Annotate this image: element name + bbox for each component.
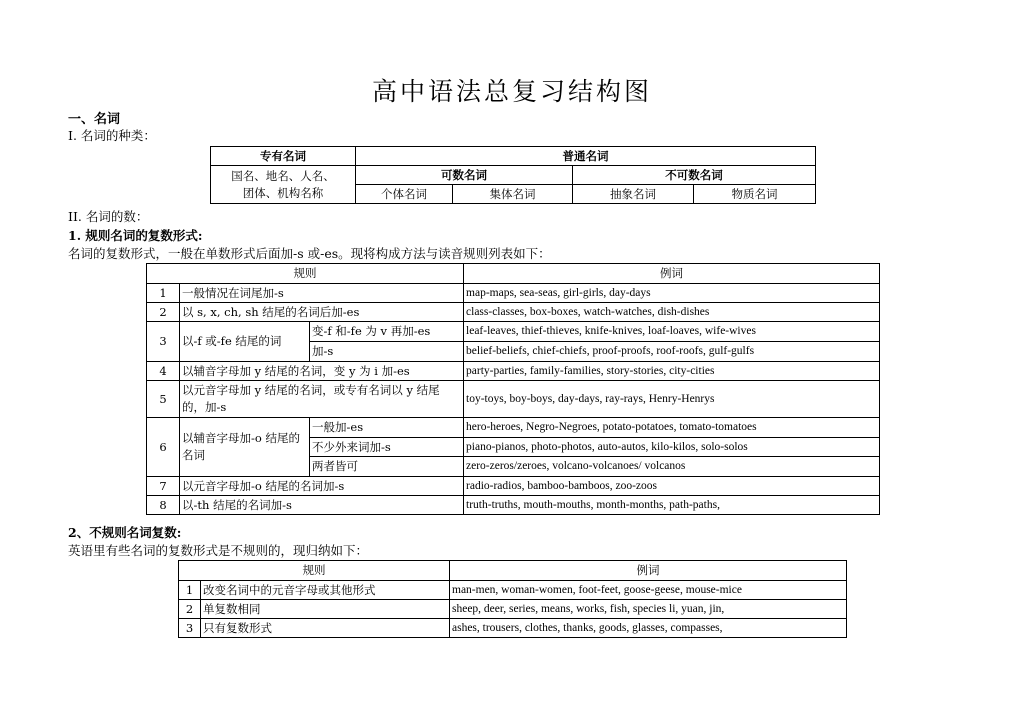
subheading-regular-plural: 1. 规则名词的复数形式: [68, 228, 203, 243]
proper-noun-desc-line1: 国名、地名、人名、 [231, 168, 335, 183]
irregular-plural-intro: 英语里有些名词的复数形式是不规则的，现归纳如下： [68, 543, 369, 558]
rule-cell: 以-f 或-fe 结尾的词 [180, 322, 310, 362]
irregular-plural-table [178, 560, 847, 638]
row-number: 3 [179, 619, 201, 638]
regular-plural-intro: 名词的复数形式，一般在单数形式后面加-s 或-es。现将构成方法与读音规则列表如下： [68, 246, 551, 261]
rule-cell: 只有复数形式 [201, 619, 450, 638]
example-cell: piano-pianos, photo-photos, auto-autos, kilo-kilos, solo-solos [464, 438, 880, 457]
example-cell: leaf-leaves, thief-thieves, knife-knives, loaf-loaves, wife-wives [464, 322, 880, 342]
table-row [179, 619, 847, 638]
table-row [147, 496, 880, 515]
rule-column-header: 规则 [147, 264, 464, 284]
countable-noun-header: 可数名词 [356, 166, 573, 185]
row-number: 6 [147, 418, 180, 477]
row-number: 2 [147, 303, 180, 322]
row-number: 7 [147, 477, 180, 496]
example-cell: radio-radios, bamboo-bamboos, zoo-zoos [464, 477, 880, 496]
example-cell: sheep, deer, series, means, works, fish, species li, yuan, jin, [450, 600, 847, 619]
table-row [147, 477, 880, 496]
sub-rule-cell: 不少外来词加-s [310, 438, 464, 457]
example-cell: man-men, woman-women, foot-feet, goose-geese, mouse-mice [450, 581, 847, 600]
row-number: 2 [179, 600, 201, 619]
uncountable-noun-header: 不可数名词 [573, 166, 816, 185]
sub-rule-cell: 两者皆可 [310, 457, 464, 477]
rule-cell: 以辅音字母加-o 结尾的名词 [180, 418, 310, 477]
example-column-header: 例词 [450, 561, 847, 581]
noun-types-table [210, 146, 816, 204]
table-row [179, 581, 847, 600]
proper-noun-header: 专有名词 [211, 147, 356, 166]
example-cell: hero-heroes, Negro-Negroes, potato-potatoes, tomato-tomatoes [464, 418, 880, 438]
rule-cell: 以元音字母加-o 结尾的名词加-s [180, 477, 464, 496]
sub-rule-cell: 一般加-es [310, 418, 464, 438]
rule-cell: 改变名词中的元音字母或其他形式 [201, 581, 450, 600]
subheading-noun-types: I. 名词的种类： [68, 128, 156, 143]
example-cell: map-maps, sea-seas, girl-girls, day-days [464, 284, 880, 303]
proper-noun-desc-line2: 团体、机构名称 [242, 185, 324, 200]
example-cell: party-parties, family-families, story-stories, city-cities [464, 362, 880, 381]
table-row [147, 284, 880, 303]
table-row [147, 303, 880, 322]
section-heading-nouns: 一、名词 [68, 112, 121, 127]
individual-noun-cell: 个体名词 [356, 185, 453, 204]
example-column-header: 例词 [464, 264, 880, 284]
row-number: 1 [179, 581, 201, 600]
page-title: 高中语法总复习结构图 [371, 77, 652, 106]
proper-noun-desc [211, 166, 356, 204]
rule-cell: 以-th 结尾的名词加-s [180, 496, 464, 515]
rule-cell: 以元音字母加 y 结尾的名词，或专有名词以 y 结尾的，加-s [180, 381, 464, 418]
table-row [147, 362, 880, 381]
rule-cell: 以辅音字母加 y 结尾的名词，变 y 为 i 加-es [180, 362, 464, 381]
rule-cell: 单复数相同 [201, 600, 450, 619]
table-row [147, 322, 880, 342]
example-cell: truth-truths, mouth-mouths, month-months, path-paths, [464, 496, 880, 515]
subheading-noun-number: II. 名词的数： [68, 209, 149, 224]
example-cell: belief-beliefs, chief-chiefs, proof-proofs, roof-roofs, gulf-gulfs [464, 342, 880, 362]
row-number: 3 [147, 322, 180, 362]
example-cell: class-classes, box-boxes, watch-watches, dish-dishes [464, 303, 880, 322]
rule-cell: 一般情况在词尾加-s [180, 284, 464, 303]
material-noun-cell: 物质名词 [694, 185, 816, 204]
rule-column-header: 规则 [179, 561, 450, 581]
row-number: 8 [147, 496, 180, 515]
sub-rule-cell: 加-s [310, 342, 464, 362]
subheading-irregular-plural: 2、不规则名词复数: [68, 525, 182, 540]
table-row [147, 381, 880, 418]
example-cell: toy-toys, boy-boys, day-days, ray-rays, Henry-Henrys [464, 381, 880, 418]
row-number: 4 [147, 362, 180, 381]
abstract-noun-cell: 抽象名词 [573, 185, 694, 204]
sub-rule-cell: 变-f 和-fe 为 v 再加-es [310, 322, 464, 342]
common-noun-header: 普通名词 [356, 147, 816, 166]
example-cell: ashes, trousers, clothes, thanks, goods, glasses, compasses, [450, 619, 847, 638]
row-number: 5 [147, 381, 180, 418]
collective-noun-cell: 集体名词 [453, 185, 573, 204]
rule-cell: 以 s, x, ch, sh 结尾的名词后加-es [180, 303, 464, 322]
example-cell: zero-zeros/zeroes, volcano-volcanoes/ volcanos [464, 457, 880, 477]
table-row [147, 418, 880, 438]
regular-plural-table [146, 263, 880, 515]
row-number: 1 [147, 284, 180, 303]
table-row [179, 600, 847, 619]
